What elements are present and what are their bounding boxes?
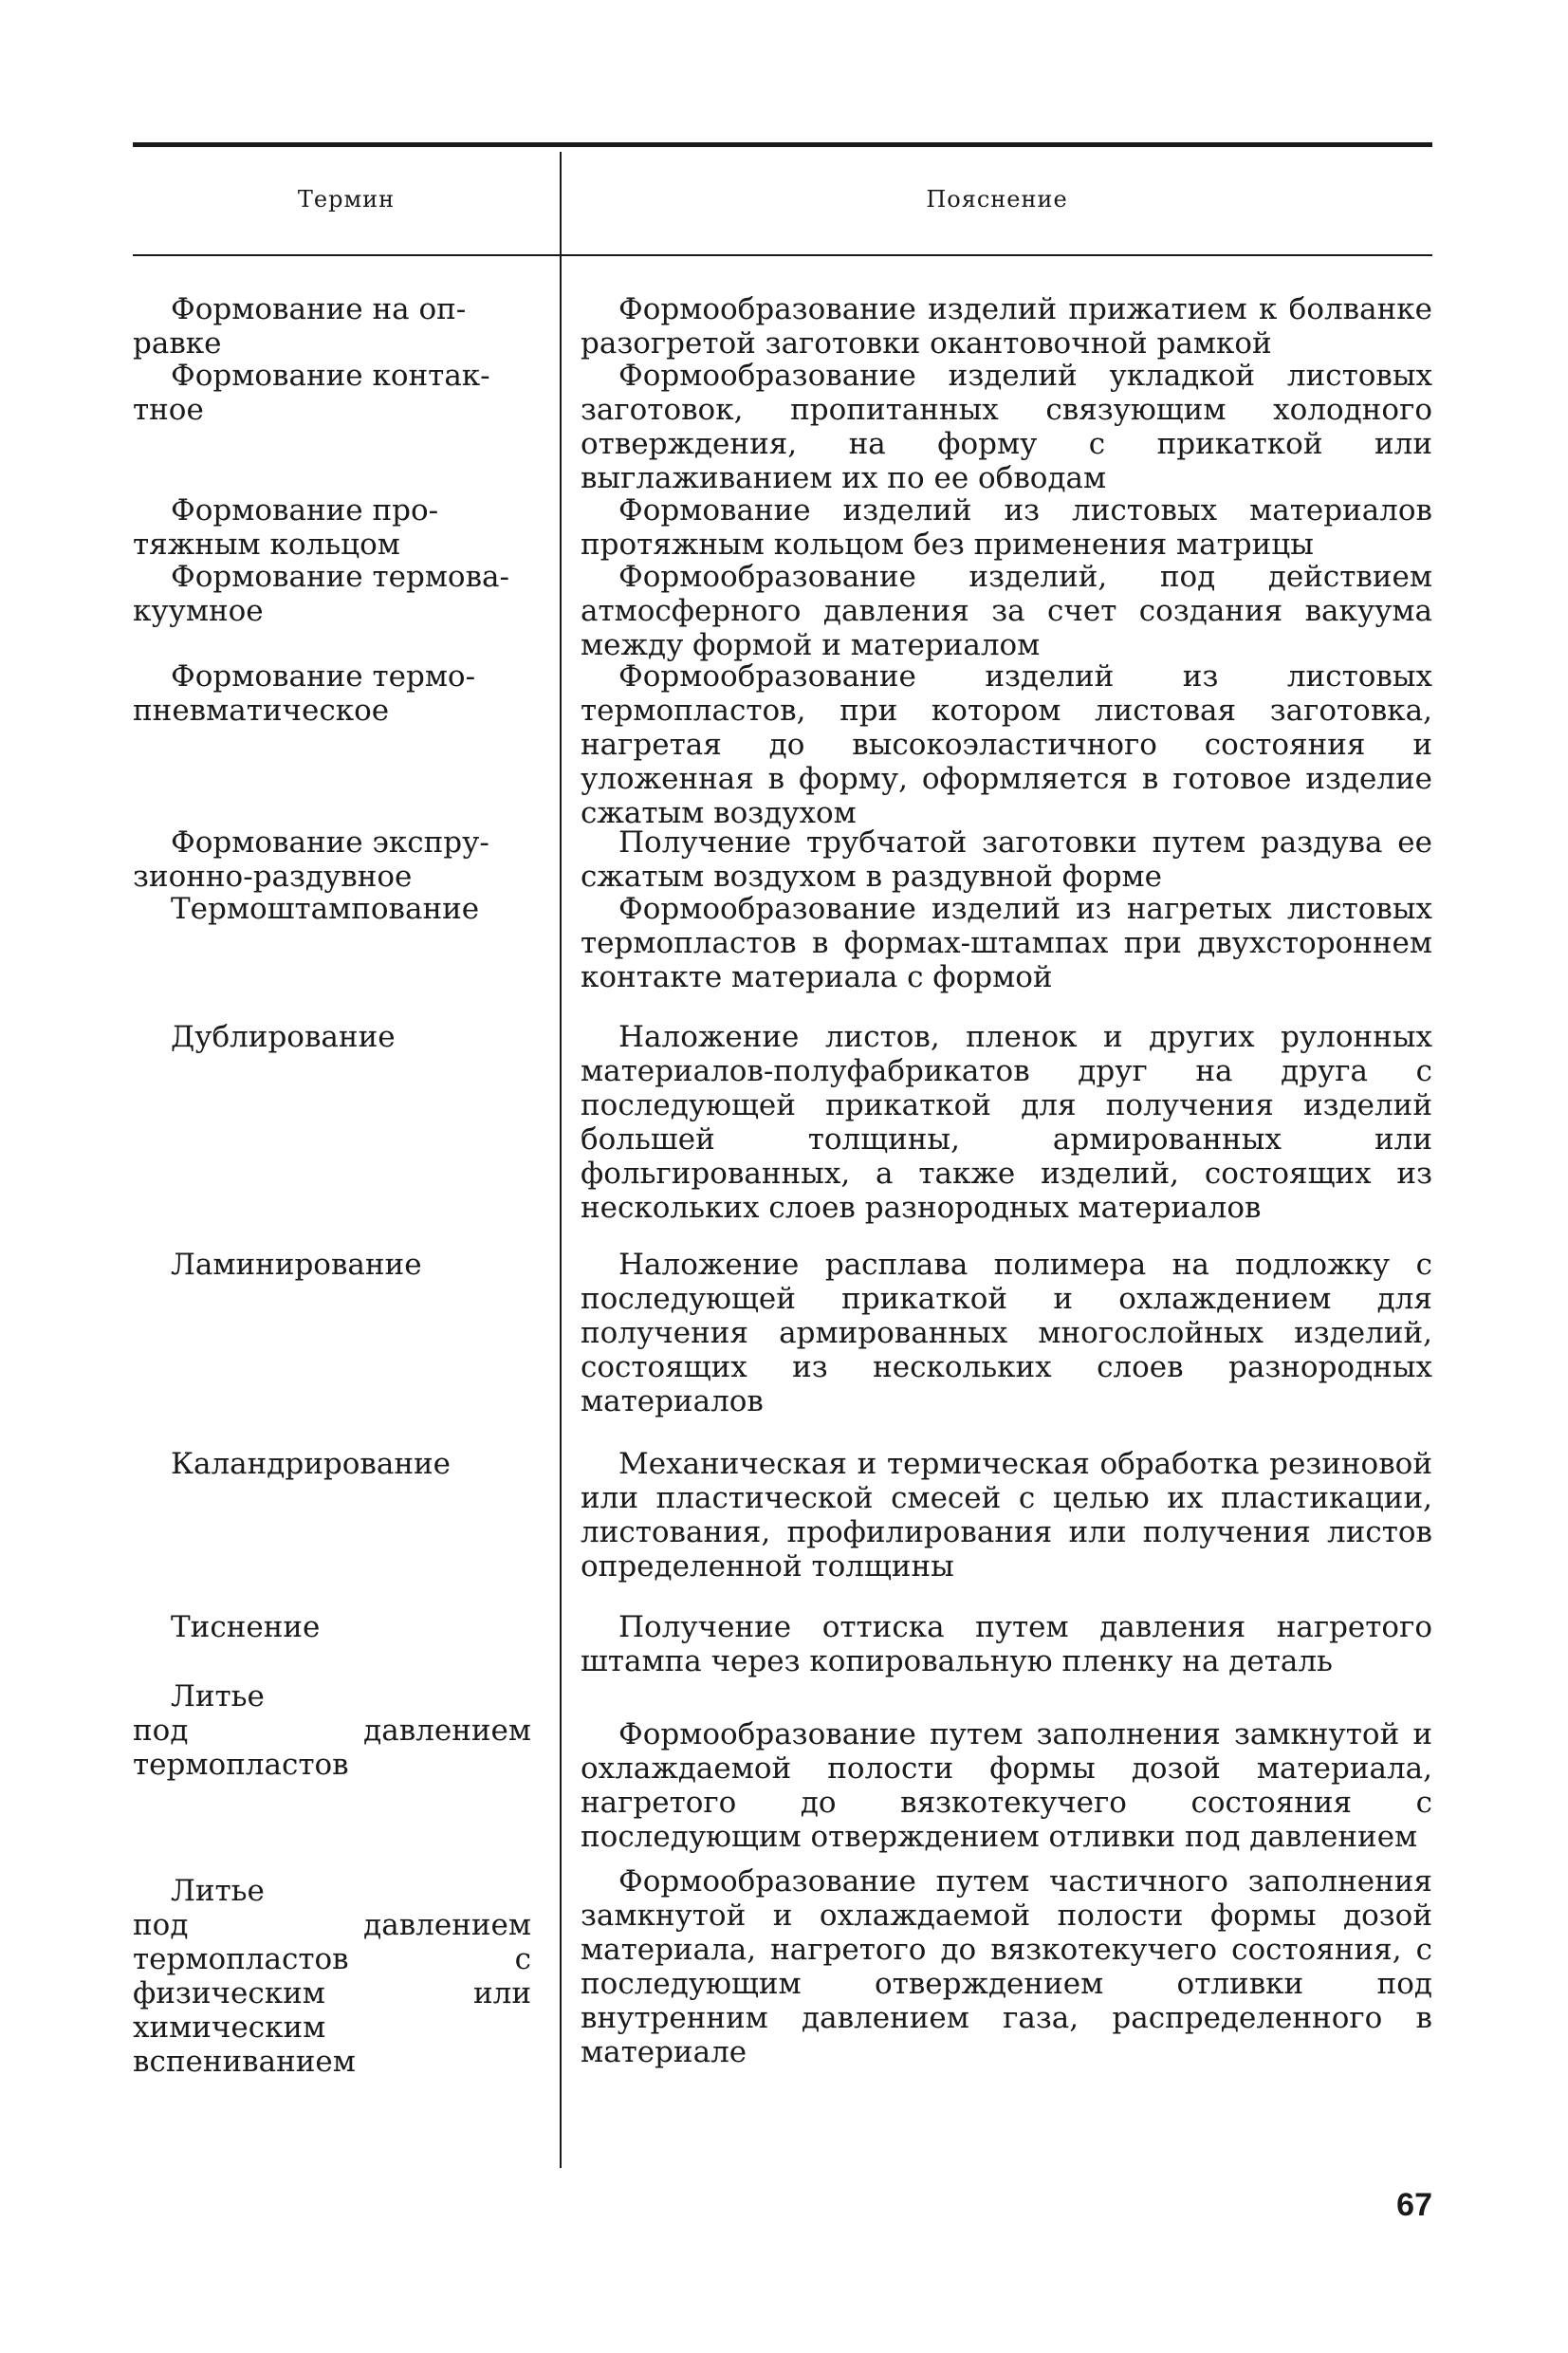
explanation-cell: Наложение расплава полимера на подложку с последующей прикаткой и охлаждением для получения армированных многослойных изделий, состоящих из нескольких слоев разнородных материалов — [581, 1248, 1432, 1418]
term-first-line: Ламинирование — [171, 1248, 422, 1282]
term-first-line: Литье — [171, 1679, 265, 1714]
term-first-line: Тиснение — [171, 1610, 321, 1644]
term-rest: тяжным кольцом — [133, 528, 400, 562]
column-header-explanation: Пояснение — [926, 186, 1068, 213]
explanation-cell: Получение трубчатой заготовки путем раздува ее сжатым воздухом в раздувной форме — [581, 825, 1432, 894]
term-cell — [133, 560, 531, 628]
term-first-line: Формование на оп- — [171, 292, 467, 326]
term-cell — [133, 493, 531, 562]
term-first-line: Формование про- — [171, 493, 439, 528]
term-rest: тное — [133, 393, 204, 427]
term-cell — [133, 892, 531, 926]
table-top-rule — [133, 142, 1432, 147]
term-first-line: Дублирование — [171, 1020, 396, 1054]
term-rest: зионно-раздувное — [133, 860, 413, 894]
term-first-line: Формование термова- — [171, 560, 509, 594]
explanation-cell: Получение оттиска путем давления нагретого штампа через копировальную пленку на деталь — [581, 1610, 1432, 1678]
term-cell — [133, 659, 531, 728]
term-cell — [133, 292, 531, 361]
table-header-rule — [133, 254, 1432, 256]
explanation-cell: Наложение листов, пленок и других рулонных материалов-полуфабрикатов друг на друга с последующей прикаткой для получения изделий большей толщины, армированных или фольгированных, а также изделий, состоящих из нескольких слоев разнородных материалов — [581, 1020, 1432, 1225]
term-rest: под давлением термопластов — [133, 1714, 531, 1782]
term-first-line: Формование экспру- — [171, 825, 489, 860]
explanation-cell: Формообразование путем частичного заполнения замкнутой и охлаждаемой полости формы дозой материала, нагретого до вязкотекучего состояния, с последующим отверждением отливки под внутренним давлением газа, распределенного в материале — [581, 1864, 1432, 2069]
term-cell — [133, 825, 531, 894]
term-rest: пневматическое — [133, 694, 390, 728]
term-first-line: Каландрирование — [171, 1447, 452, 1481]
term-cell — [133, 1679, 531, 1782]
term-first-line: Формование контак- — [171, 359, 490, 393]
term-first-line: Термоштампование — [171, 892, 480, 926]
term-cell — [133, 359, 531, 427]
term-cell — [133, 1610, 531, 1644]
term-cell — [133, 1874, 531, 2079]
page-number: 67 — [1396, 2187, 1432, 2223]
explanation-cell: Формообразование путем заполнения замкнутой и охлаждаемой полости формы дозой материала, нагретого до вязкотекучего состояния с последующим отверждением отливки под давлением — [581, 1717, 1432, 1854]
term-first-line: Формование термо- — [171, 659, 476, 694]
term-cell — [133, 1020, 531, 1054]
term-rest: куумное — [133, 594, 264, 628]
term-first-line: Литье — [171, 1874, 265, 1908]
term-rest: под давлением термопластов с физическим или химическим вспениванием — [133, 1908, 531, 2079]
column-header-term: Термин — [297, 186, 396, 213]
explanation-cell: Механическая и термическая обработка резиновой или пластической смесей с целью их пластикации, листования, профилирования или получения листов определенной толщины — [581, 1447, 1432, 1584]
table-column-divider — [560, 152, 562, 2168]
explanation-cell: Формование изделий из листовых материалов протяжным кольцом без применения матрицы — [581, 493, 1432, 562]
explanation-cell: Формообразование изделий прижатием к болванке разогретой заготовки окантовочной рамкой — [581, 292, 1432, 361]
term-rest: равке — [133, 326, 222, 361]
explanation-cell: Формообразование изделий из нагретых листовых термопластов в формах-штампах при двухстороннем контакте материала с формой — [581, 892, 1432, 994]
explanation-cell: Формообразование изделий из листовых термопластов, при котором листовая заготовка, нагретая до высокоэластичного состояния и уложенная в форму, оформляется в готовое изделие сжатым воздухом — [581, 659, 1432, 830]
term-cell — [133, 1248, 531, 1282]
term-cell — [133, 1447, 531, 1481]
explanation-cell: Формообразование изделий укладкой листовых заготовок, пропитанных связующим холодного отверждения, на форму с прикаткой или выглаживанием их по ее обводам — [581, 359, 1432, 495]
explanation-cell: Формообразование изделий, под действием атмосферного давления за счет создания вакуума между формой и материалом — [581, 560, 1432, 662]
